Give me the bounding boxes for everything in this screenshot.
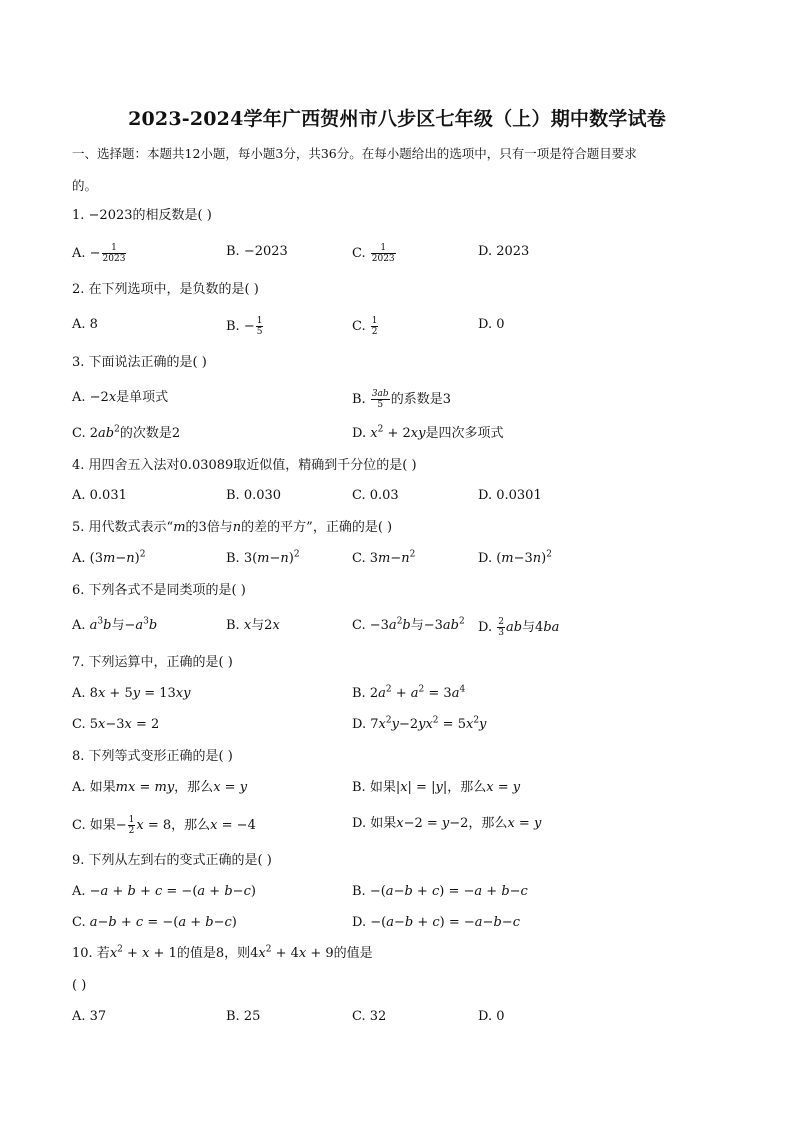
question-10-option-a: A. 37 — [72, 1009, 107, 1024]
question-10-option-c: C. 32 — [352, 1009, 387, 1024]
question-2-option-c: C. $\frac{1}{2}$ — [352, 316, 378, 337]
question-7-option-c: C. 5x−3x = 2 — [72, 717, 160, 732]
question-8-option-b: B. 如果|x| = |y|，那么x = y — [352, 780, 521, 795]
question-7-option-b: B. $2a^2 + a^2 = 3a^4$ — [352, 684, 466, 701]
question-1-stem: 1. −2023的相反数是( ) — [72, 208, 212, 223]
question-10-stem: 10. 若$x^2 + x + 1$的值是8，则$4x^2 + 4x + 9$的值是 — [72, 944, 373, 961]
question-2-option-b: B. − $\frac{1}{5}$ — [226, 316, 263, 337]
question-9-option-b: B. −(a−b + c) = −a + b−c — [352, 884, 528, 899]
question-8-option-d: D. 如果x−2 = y−2，那么x = y — [352, 816, 542, 831]
question-3-option-a: A. −2x是单项式 — [72, 390, 169, 405]
fraction-display: $\frac{1}{2}$ — [128, 815, 135, 836]
question-2-option-a: A. 8 — [72, 317, 98, 332]
question-9-option-c: C. a−b + c = −(a + b−c) — [72, 915, 237, 930]
section-instructions: 一、选择题：本题共12小题，每小题3分，共36分。在每小题给出的选项中，只有一项是符合题目要求 — [72, 146, 637, 161]
question-10-option-d: D. 0 — [478, 1009, 505, 1024]
question-6-option-a: A. $a^3b$与$-a^3b$ — [72, 616, 158, 633]
question-3-option-b: B. $\frac{3ab}{5}$ 的系数是3 — [352, 389, 451, 410]
question-5-option-d: D. $(m-3n)^2$ — [478, 549, 552, 566]
question-1-option-a: A. − $\frac{1}{2023}$ — [72, 243, 126, 264]
question-4-option-a: A. 0.031 — [72, 488, 127, 503]
question-8-option-c: C. 如果− $\frac{1}{2}$ x = 8，那么x = −4 — [72, 815, 256, 836]
fraction-display: $\frac{1}{2}$ — [371, 316, 378, 337]
question-7-option-a: A. 8x + 5y = 13xy — [72, 686, 191, 701]
question-6-option-c: C. $-3a^2b$与$-3ab^2$ — [352, 616, 465, 633]
question-1-option-c: C. $\frac{1}{2023}$ — [352, 243, 395, 264]
fraction-display: $\frac{2}{3}$ — [498, 617, 504, 638]
section-instructions-cont: 的。 — [72, 178, 98, 193]
question-5-stem: 5. 用代数式表示“m的3倍与n的差的平方”，正确的是( ) — [72, 520, 393, 535]
question-2-stem: 2. 在下列选项中，是负数的是( ) — [72, 282, 259, 297]
fraction-display: $\frac{1}{2023}$ — [371, 243, 395, 264]
question-5-option-c: C. $3m-n^2$ — [352, 549, 416, 566]
question-2-option-d: D. 0 — [478, 317, 505, 332]
question-4-option-b: B. 0.030 — [226, 488, 282, 503]
question-3-option-c: C. $2ab^2$的次数是2 — [72, 424, 181, 441]
page-title: 2023-2024学年广西贺州市八步区七年级（上）期中数学试卷 — [128, 108, 666, 130]
question-3-stem: 3. 下面说法正确的是( ) — [72, 355, 207, 370]
fraction-display: $\frac{1}{5}$ — [256, 316, 263, 337]
question-1-option-d: D. 2023 — [478, 244, 530, 259]
question-10-option-b: B. 25 — [226, 1009, 261, 1024]
question-8-option-a: A. 如果mx = my，那么x = y — [72, 780, 248, 795]
question-9-option-a: A. −a + b + c = −(a + b−c) — [72, 884, 256, 899]
fraction-display: $\frac{1}{2023}$ — [102, 243, 126, 264]
question-1-option-b: B. −2023 — [226, 244, 288, 259]
question-3-option-d: D. $x^2 + 2xy$是四次多项式 — [352, 424, 504, 441]
question-7-option-d: D. $7x^2y-2yx^2 = 5x^2y$ — [352, 715, 487, 732]
question-8-stem: 8. 下列等式变形正确的是( ) — [72, 749, 233, 764]
question-4-option-c: C. 0.03 — [352, 488, 399, 503]
question-7-stem: 7. 下列运算中，正确的是( ) — [72, 655, 233, 670]
question-9-stem: 9. 下列从左到右的变式正确的是( ) — [72, 853, 272, 868]
question-6-option-d: D. $\frac{2}{3}$ ab与4ba — [478, 617, 560, 638]
fraction-display: $\frac{3ab}{5}$ — [371, 389, 389, 410]
question-6-stem: 6. 下列各式不是同类项的是( ) — [72, 583, 246, 598]
question-5-option-a: A. $(3m-n)^2$ — [72, 549, 146, 566]
question-4-stem: 4. 用四舍五入法对0.03089取近似值，精确到千分位的是( ) — [72, 458, 417, 473]
question-6-option-b: B. x与2x — [226, 618, 280, 633]
question-10-stem-cont: ( ) — [72, 978, 87, 993]
question-9-option-d: D. −(a−b + c) = −a−b−c — [352, 915, 520, 930]
question-5-option-b: B. $3(m-n)^2$ — [226, 549, 300, 566]
question-4-option-d: D. 0.0301 — [478, 488, 542, 503]
